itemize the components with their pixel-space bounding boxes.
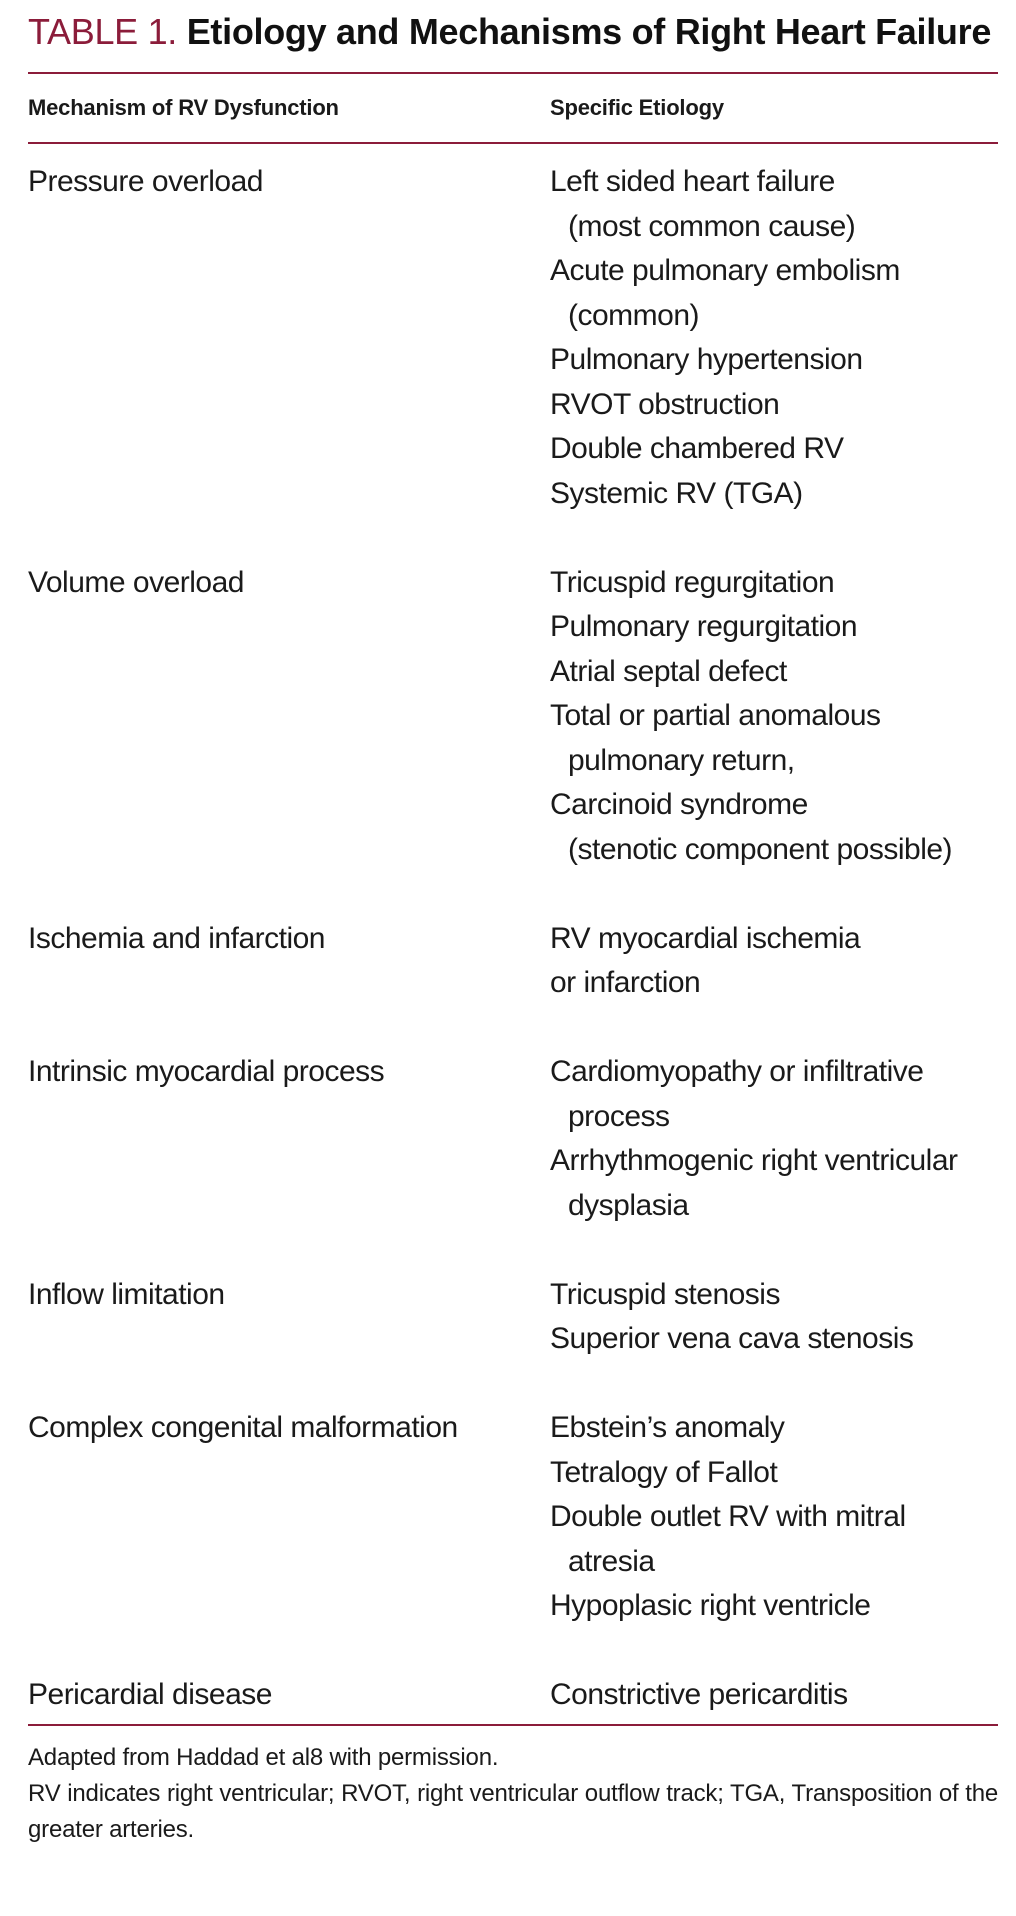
etiology-text: Superior vena cava stenosis — [550, 1322, 914, 1355]
table-row — [28, 917, 998, 1006]
table-title-text: Etiology and Mechanisms of Right Heart Failure — [186, 11, 992, 52]
etiology-item — [550, 338, 998, 383]
etiology-item — [550, 1673, 998, 1718]
etiology-continuation: dysplasia — [568, 1188, 689, 1222]
header-mechanism: Mechanism of RV Dysfunction — [28, 95, 339, 120]
table-body — [28, 144, 998, 1724]
table-footnotes — [28, 1740, 998, 1848]
header-etiology: Specific Etiology — [550, 95, 724, 120]
etiology-item — [550, 160, 998, 249]
etiology-cell — [550, 1273, 998, 1362]
etiology-continuation: process — [568, 1099, 670, 1133]
etiology-text: Arrhythmogenic right ventricular — [550, 1144, 958, 1177]
etiology-item — [550, 472, 998, 517]
etiology-item — [550, 249, 998, 338]
etiology-text: Pulmonary regurgitation — [550, 610, 858, 643]
table-label: TABLE 1. — [28, 11, 178, 52]
etiology-item — [550, 427, 998, 472]
etiology-item — [550, 1584, 998, 1629]
mechanism-cell: Complex congenital malformation — [28, 1411, 458, 1444]
etiology-cell — [550, 160, 998, 516]
etiology-item — [550, 783, 998, 872]
footnote-abbreviations: RV indicates right ventricular; RVOT, right ventricular outflow track; TGA, Transposition of the greater arteries. — [28, 1779, 998, 1843]
etiology-item — [550, 694, 998, 783]
etiology-text: Tetralogy of Fallot — [550, 1455, 778, 1489]
etiology-text: Tricuspid regurgitation — [550, 565, 835, 599]
table-row — [28, 1406, 998, 1629]
table-row — [28, 1050, 998, 1228]
table-row — [28, 561, 998, 873]
table-title — [28, 8, 998, 56]
etiology-item — [550, 1050, 998, 1139]
etiology-text: Left sided heart failure — [550, 165, 835, 198]
etiology-continuation: (stenotic component possible) — [568, 832, 953, 866]
etiology-text: Double chambered RV — [550, 432, 844, 465]
etiology-text: Acute pulmonary embolism — [550, 254, 900, 287]
etiology-cell — [550, 1406, 998, 1629]
etiology-item — [550, 650, 998, 695]
etiology-text: RV myocardial ischemia — [550, 921, 861, 955]
etiology-item — [550, 383, 998, 428]
etiology-item — [550, 917, 998, 962]
table-row — [28, 160, 998, 516]
etiology-text: Constrictive pericarditis — [550, 1678, 848, 1711]
etiology-text: Carcinoid syndrome — [550, 788, 808, 821]
etiology-text: Ebstein’s anomaly — [550, 1411, 785, 1444]
etiology-text: Double outlet RV with mitral — [550, 1500, 906, 1533]
etiology-continuation: (common) — [568, 298, 700, 332]
etiology-text: Atrial septal defect — [550, 654, 787, 688]
table-bottom-rule — [28, 1724, 998, 1726]
etiology-item — [550, 1406, 998, 1451]
mechanism-cell: Inflow limitation — [28, 1277, 225, 1311]
mechanism-cell: Intrinsic myocardial process — [28, 1055, 385, 1088]
etiology-continuation: (most common cause) — [568, 209, 856, 243]
etiology-item — [550, 1139, 998, 1228]
etiology-item — [550, 1317, 998, 1362]
etiology-continuation: atresia — [568, 1544, 655, 1578]
etiology-cell — [550, 561, 998, 873]
etiology-text: Systemic RV (TGA) — [550, 476, 803, 510]
table-page — [28, 0, 998, 1848]
etiology-cell — [550, 917, 998, 1006]
mechanism-cell: Ischemia and infarction — [28, 921, 325, 955]
footnote-source: Adapted from Haddad et al8 with permission. — [28, 1743, 499, 1771]
etiology-text: Tricuspid stenosis — [550, 1277, 780, 1311]
table-header-row — [28, 74, 998, 142]
etiology-item — [550, 1273, 998, 1318]
table-row — [28, 1273, 998, 1362]
etiology-continuation: pulmonary return, — [568, 743, 795, 777]
etiology-text: Total or partial anomalous — [550, 699, 881, 732]
etiology-item — [550, 961, 998, 1006]
mechanism-cell: Volume overload — [28, 565, 244, 599]
etiology-text: Pulmonary hypertension — [550, 343, 863, 376]
etiology-text: Hypoplasic right ventricle — [550, 1589, 871, 1622]
etiology-cell — [550, 1673, 998, 1718]
etiology-item — [550, 1495, 998, 1584]
etiology-text: or infarction — [550, 966, 701, 999]
etiology-text: Cardiomyopathy or infiltrative — [550, 1055, 924, 1088]
mechanism-cell: Pericardial disease — [28, 1678, 272, 1711]
etiology-item — [550, 561, 998, 606]
etiology-text: RVOT obstruction — [550, 387, 780, 421]
etiology-item — [550, 605, 998, 650]
etiology-item — [550, 1451, 998, 1496]
etiology-cell — [550, 1050, 998, 1228]
mechanism-cell: Pressure overload — [28, 165, 263, 198]
table-row — [28, 1673, 998, 1718]
